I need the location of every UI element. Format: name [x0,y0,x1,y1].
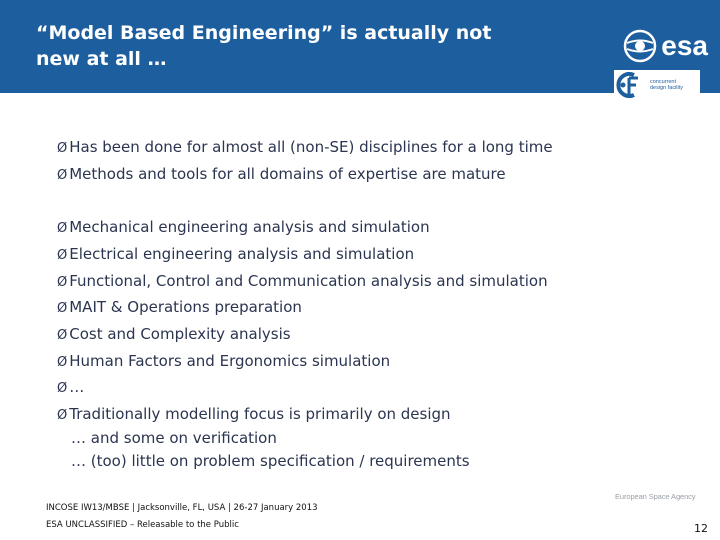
cdf-mark-icon [614,70,644,100]
bullet-item [57,165,506,183]
arrow-bullet-icon: Ø [57,408,68,423]
bullet-text: … [69,378,85,396]
bullet-item [57,138,553,156]
cdf-logo-text [650,79,683,91]
esa-globe-icon [623,29,657,63]
arrow-bullet-icon: Ø [57,381,68,396]
page-number: 12 [694,522,708,535]
bullet-item [57,272,548,290]
bullet-continuation: … and some on verification [71,429,277,447]
footer-classification: ESA UNCLASSIFIED – Releasable to the Public [46,520,239,530]
bullet-item [57,405,451,423]
bullet-text: MAIT & Operations preparation [69,298,302,316]
footer-event: INCOSE IW13/MBSE | Jacksonville, FL, USA | 26-27 January 2013 [46,503,318,513]
slide-title [36,20,576,72]
bullet-text: Electrical engineering analysis and simulation [69,245,415,263]
slide-title-line-1: “Model Based Engineering” is actually not [36,22,492,44]
bullet-text: Cost and Complexity analysis [69,325,291,343]
bullet-text: Has been done for almost all (non-SE) disciplines for a long time [69,138,553,156]
arrow-bullet-icon: Ø [57,355,68,370]
bullet-item [57,245,414,263]
bullet-text: Methods and tools for all domains of expertise are mature [69,165,506,183]
bullet-item [57,218,430,236]
bullet-text: Human Factors and Ergonomics simulation [69,352,391,370]
cdf-logo [614,70,700,100]
bullet-text: Mechanical engineering analysis and simulation [69,218,430,236]
arrow-bullet-icon: Ø [57,221,68,236]
title-banner [0,0,720,93]
esa-logo-text: esa [661,30,708,61]
bullet-continuation: … (too) little on problem specification / requirements [71,452,470,470]
arrow-bullet-icon: Ø [57,168,68,183]
agency-name: European Space Agency [615,492,696,501]
cdf-logo-text-line-1: concurrent [650,79,676,85]
bullet-item [57,298,302,316]
slide-title-line-2: new at all … [36,48,167,70]
cdf-logo-text-line-2: design facility [650,85,684,91]
footer-info [46,500,318,534]
arrow-bullet-icon: Ø [57,301,68,316]
bullet-item [57,325,291,343]
esa-logo [608,28,708,64]
bullet-item [57,378,84,396]
arrow-bullet-icon: Ø [57,248,68,263]
arrow-bullet-icon: Ø [57,275,68,290]
bullet-text: Functional, Control and Communication analysis and simulation [69,272,548,290]
bullet-text: Traditionally modelling focus is primarily on design [69,405,451,423]
arrow-bullet-icon: Ø [57,328,68,343]
arrow-bullet-icon: Ø [57,141,68,156]
bullet-item [57,352,390,370]
